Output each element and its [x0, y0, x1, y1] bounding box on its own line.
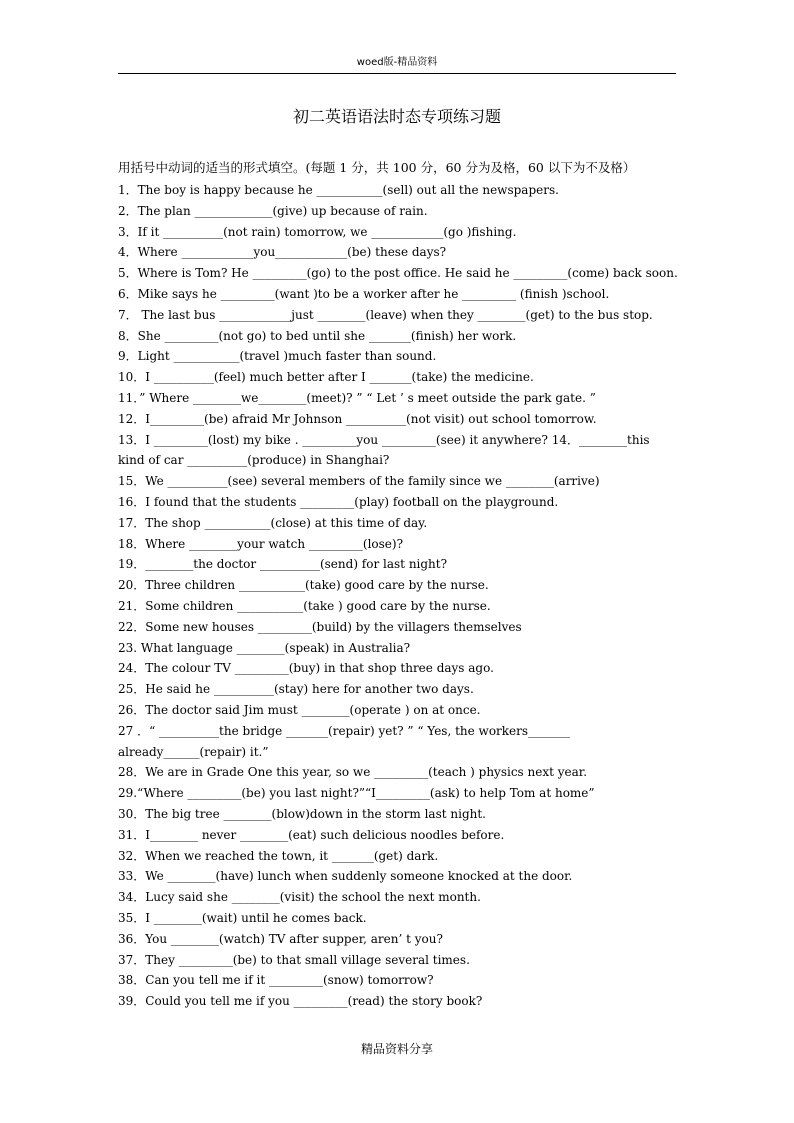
question-line: 25．He said he __________(stay) here for another two days.: [118, 682, 474, 697]
question-line: 27 ．“ __________the bridge _______(repair) yet? ” “ Yes, the workers_______: [118, 723, 571, 738]
question-line: 1．The boy is happy because he ___________(sell) out all the newspapers.: [118, 183, 559, 197]
question-line: 37．They _________(be) to that small village several times.: [118, 952, 470, 967]
question-line: 29.“Where _________(be) you last night?”“I_________(ask) to help Tom at home”: [118, 786, 595, 801]
page-header: woed版-精品资料: [356, 57, 438, 68]
question-line: 2．The plan _____________(give) up because of rain.: [118, 203, 428, 218]
question-line: 19．________the doctor __________(send) for last night?: [118, 557, 448, 572]
question-line: 16．I found that the students _________(play) football on the playground.: [118, 495, 559, 509]
question-line: 26．The doctor said Jim must ________(operate ) on at once.: [118, 703, 481, 717]
question-line: 3．If it __________(not rain) tomorrow, we ____________(go )fishing.: [118, 224, 517, 239]
question-line: 17．The shop ___________(close) at this time of day.: [118, 515, 428, 530]
page-footer: 精品资料分享: [360, 1042, 433, 1056]
question-line: 38．Can you tell me if it _________(snow) tomorrow?: [118, 973, 434, 988]
question-line: 10．I __________(feel) much better after I _______(take) the medicine.: [118, 370, 534, 385]
question-line: 34．Lucy said she ________(visit) the school the next month.: [118, 890, 481, 905]
question-line: 18．Where ________your watch _________(lose)?: [118, 536, 404, 551]
question-line: kind of car __________(produce) in Shanghai?: [118, 453, 390, 468]
question-line: 24．The colour TV _________(buy) in that shop three days ago.: [118, 661, 494, 676]
question-line: 35．I ________(wait) until he comes back.: [118, 911, 367, 925]
question-line: 31．I________ never ________(eat) such delicious noodles before.: [118, 827, 505, 842]
question-line: 23. What language ________(speak) in Australia?: [118, 640, 411, 655]
question-line: already______(repair) it.”: [118, 744, 269, 759]
question-line: 7． The last bus ____________just ________(leave) when they ________(get) to the bus stop.: [118, 307, 653, 322]
question-line: 20．Three children ___________(take) good care by the nurse.: [118, 578, 489, 593]
question-line: 39．Could you tell me if you _________(read) the story book?: [118, 994, 483, 1009]
question-line: 13．I _________(lost) my bike . _________you _________(see) it anywhere? 14．________this: [118, 432, 650, 447]
document-title: 初二英语语法时态专项练习题: [292, 107, 501, 126]
question-line: 9．Light ___________(travel )much faster than sound.: [118, 349, 437, 364]
question-line: 28．We are in Grade One this year, so we _________(teach ) physics next year.: [118, 765, 588, 780]
question-line: 36．You ________(watch) TV after supper, aren’ t you?: [118, 931, 443, 946]
question-line: 15．We __________(see) several members of the family since we ________(arrive): [118, 474, 600, 489]
question-line: 4．Where ____________you____________(be) these days?: [118, 245, 447, 260]
question-line: 5．Where is Tom? He _________(go) to the post office. He said he _________(come) back soon.: [118, 266, 678, 281]
question-line: 33．We ________(have) lunch when suddenly someone knocked at the door.: [118, 869, 573, 884]
question-line: 12．I_________(be) afraid Mr Johnson __________(not visit) out school tomorrow.: [118, 411, 597, 426]
question-line: 22．Some new houses _________(build) by the villagers themselves: [118, 619, 522, 634]
question-line: 32．When we reached the town, it _______(get) dark.: [118, 848, 439, 863]
header-rule: [118, 73, 676, 74]
instructions: 用括号中动词的适当的形式填空。(每题 1 分，共 100 分，60 分为及格，60 以下为不及格）: [118, 160, 636, 175]
question-line: 8．She _________(not go) to bed until she _______(finish) her work.: [118, 328, 517, 343]
question-line: 6．Mike says he _________(want )to be a worker after he _________ (finish )school.: [118, 287, 610, 301]
question-line: 21．Some children ___________(take ) good care by the nurse.: [118, 599, 491, 613]
question-line: 11．” Where ________we________(meet)? ” “ Let ’ s meet outside the park gate. ”: [118, 391, 596, 405]
question-line: 30．The big tree ________(blow)down in the storm last night.: [118, 807, 486, 821]
